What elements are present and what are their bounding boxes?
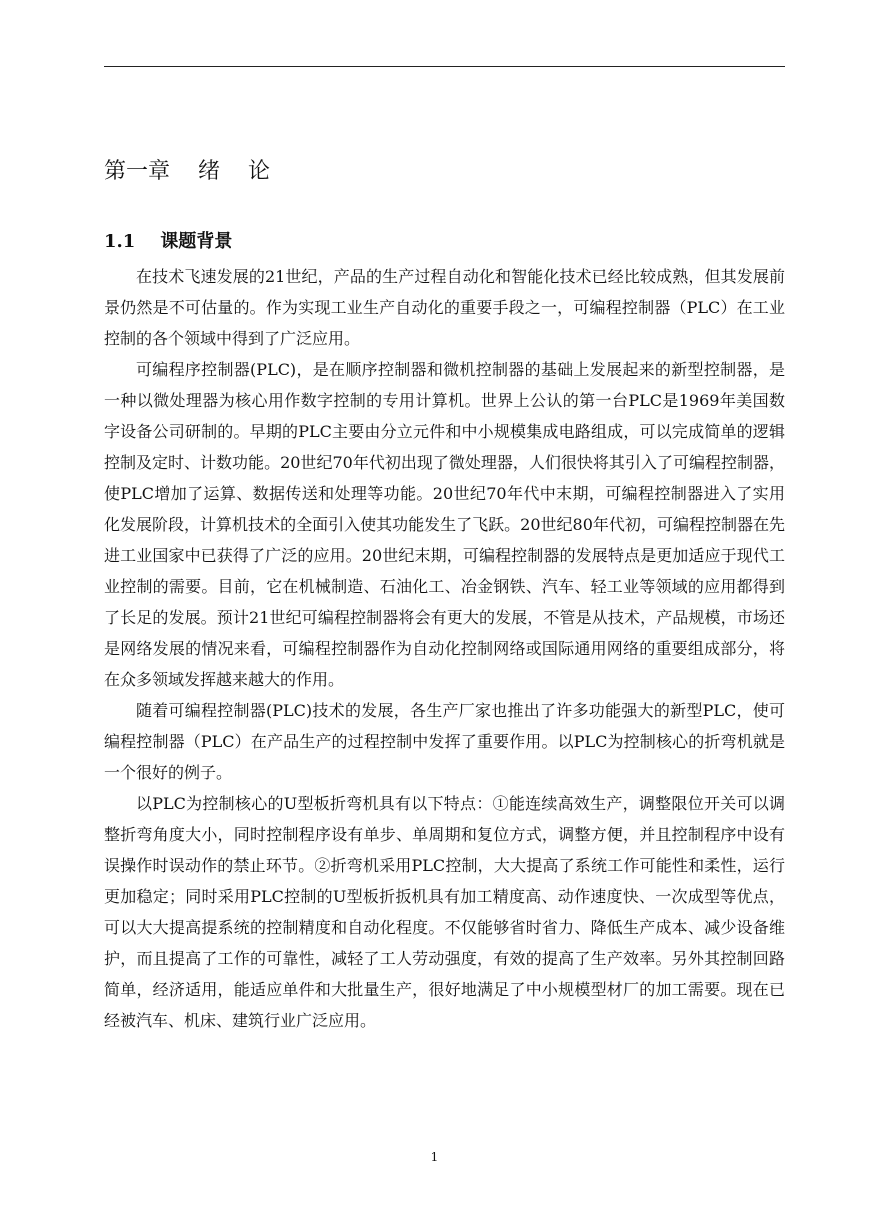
body-text	[104, 261, 785, 1036]
paragraph-plc-history: 可编程序控制器(PLC)，是在顺序控制器和微机控制器的基础上发展起来的新型控制器，是一种以微处理器为核心用作数字控制的专用计算机。世界上公认的第一台PLC是1969年美国数字设备公司研制的。早期的PLC主要由分立元件和中小规模集成电路组成，可以完成简单的逻辑控制及定时、计数功能。20世纪70年代初出现了微处理器，人们很快将其引入了可编程控制器，使PLC增加了运算、数据传送和处理等功能。20世纪70年代中末期，可编程控制器进入了实用化发展阶段，计算机技术的全面引入使其功能发生了飞跃。20世纪80年代初，可编程控制器在先进工业国家中已获得了广泛的应用。20世纪末期，可编程控制器的发展特点是更加适应于现代工业控制的需要。目前，它在机械制造、石油化工、冶金钢铁、汽车、轻工业等领域的应用都得到了长足的发展。预计21世纪可编程控制器将会有更大的发展，不管是从技术，产品规模，市场还是网络发展的情况来看，可编程控制器作为自动化控制网络或国际通用网络的重要组成部分，将在众多领域发挥越来越大的作用。	[104, 360, 785, 689]
page-number: 1	[430, 1150, 439, 1164]
section-heading: 1.1 课题背景	[104, 231, 233, 252]
paragraph-bending-machine-features: 以PLC为控制核心的U型板折弯机具有以下特点：①能连续高效生产，调整限位开关可以调整折弯角度大小，同时控制程序设有单步、单周期和复位方式，调整方便，并且控制程序中设有误操作时误动作的禁止环节。②折弯机采用PLC控制，大大提高了系统工作可能性和柔性，运行更加稳定；同时采用PLC控制的U型板折扳机具有加工精度高、动作速度快、一次成型等优点，可以大大提高提系统的控制精度和自动化程度。不仅能够省时省力、降低生产成本、减少设备维护，而且提高了工作的可靠性，减轻了工人劳动强度，有效的提高了生产效率。另外其控制回路简单，经济适用，能适应单件和大批量生产，很好地满足了中小规模型材厂的加工需要。现在已经被汽车、机床、建筑行业广泛应用。	[104, 794, 785, 1030]
paragraph-intro: 在技术飞速发展的21世纪，产品的生产过程自动化和智能化技术已经比较成熟，但其发展前景仍然是不可估量的。作为实现工业生产自动化的重要手段之一，可编程控制器（PLC）在工业控制的各个领域中得到了广泛应用。	[104, 267, 785, 348]
paragraph-plc-development: 随着可编程控制器(PLC)技术的发展，各生产厂家也推出了许多功能强大的新型PLC，使可编程控制器（PLC）在产品生产的过程控制中发挥了重要作用。以PLC为控制核心的折弯机就是一个很好的例子。	[104, 701, 785, 782]
chapter-title: 第一章 绪 论	[104, 159, 270, 184]
header-rule	[104, 66, 785, 67]
